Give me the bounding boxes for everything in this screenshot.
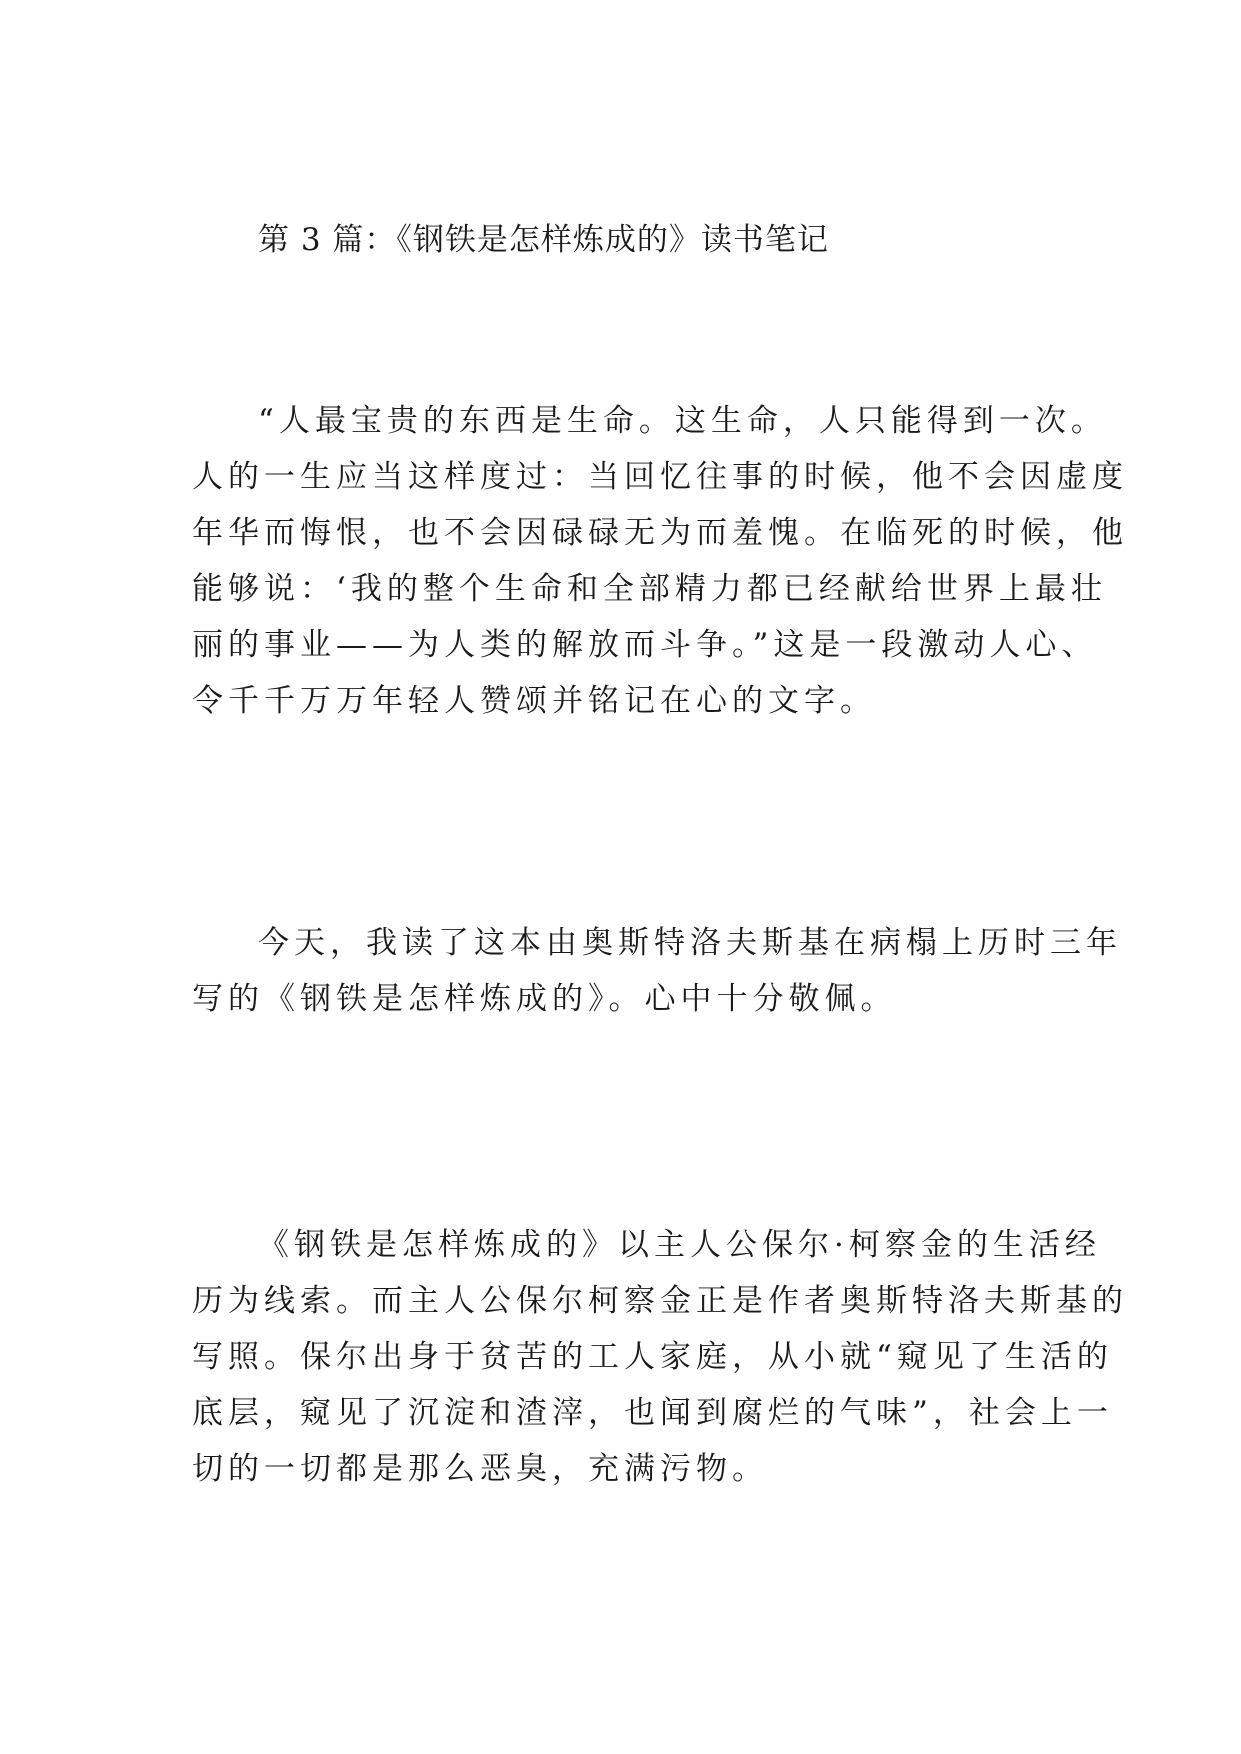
paragraph-line: “人最宝贵的东西是生命。这生命，人只能得到一次。 xyxy=(258,403,1107,439)
paragraph-line: 年华而悔恨，也不会因碌碌无为而羞愧。在临死的时候，他 xyxy=(192,515,1128,551)
paragraph-line: 令千千万万年轻人赞颂并铭记在心的文字。 xyxy=(192,683,876,719)
paragraph-line: 写照。保尔出身于贫苦的工人家庭，从小就“窥见了生活的 xyxy=(192,1339,1113,1375)
paragraph-quote xyxy=(192,393,1128,729)
paragraph-summary xyxy=(192,1217,1128,1497)
document-heading: 第 3 篇：《钢铁是怎样炼成的》读书笔记 xyxy=(258,222,829,258)
paragraph-line: 《钢铁是怎样炼成的》以主人公保尔·柯察金的生活经 xyxy=(258,1227,1101,1263)
paragraph-line: 丽的事业——为人类的解放而斗争。”这是一段激动人心、 xyxy=(192,627,1098,663)
paragraph-line: 底层，窥见了沉淀和渣滓，也闻到腐烂的气味”，社会上一 xyxy=(192,1395,1113,1431)
paragraph-line: 人的一生应当这样度过：当回忆往事的时候，他不会因虚度 xyxy=(192,459,1128,495)
paragraph-today xyxy=(192,915,1122,1027)
paragraph-line: 历为线索。而主人公保尔柯察金正是作者奥斯特洛夫斯基的 xyxy=(192,1283,1128,1319)
paragraph-line: 能够说：‘我的整个生命和全部精力都已经献给世界上最壮 xyxy=(192,571,1107,607)
paragraph-line: 写的《钢铁是怎样炼成的》。心中十分敬佩。 xyxy=(192,981,897,1017)
paragraph-line: 切的一切都是那么恶臭，充满污物。 xyxy=(192,1451,768,1487)
paragraph-line: 今天，我读了这本由奥斯特洛夫斯基在病榻上历时三年 xyxy=(258,925,1122,961)
